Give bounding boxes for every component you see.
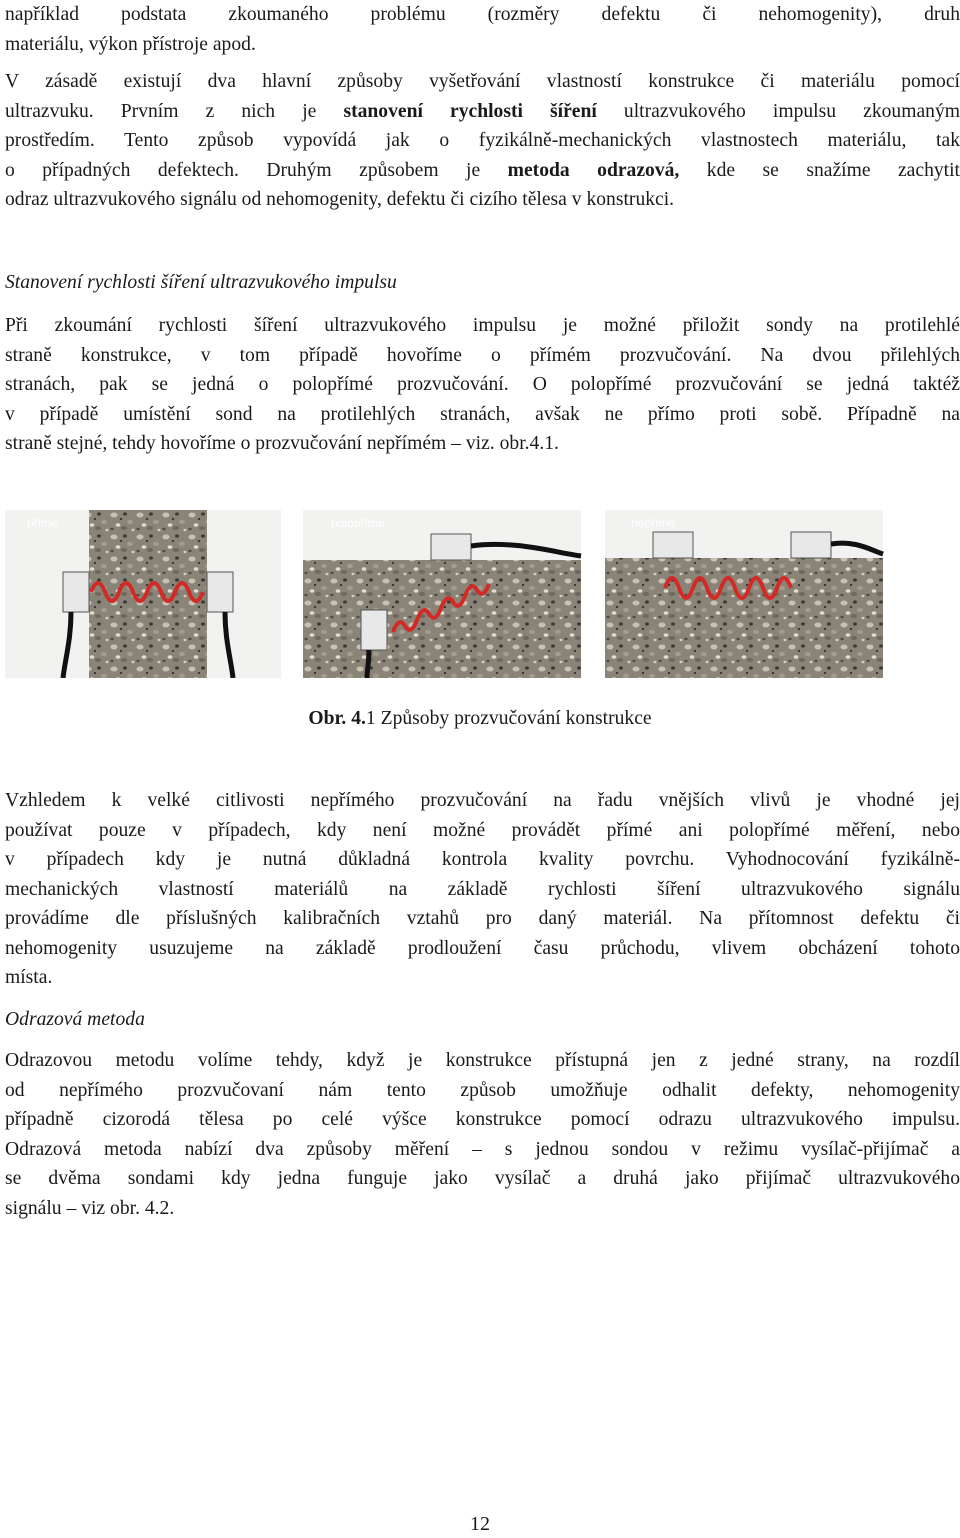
text-line xyxy=(5,1046,960,1076)
bold-term: metoda odrazová, xyxy=(507,159,680,181)
text-line xyxy=(5,1105,960,1135)
text-line xyxy=(5,786,960,816)
text-line xyxy=(5,816,960,846)
figure-caption-number: Obr. 4. xyxy=(308,708,366,729)
figure-photos xyxy=(5,510,895,678)
text-line xyxy=(5,311,960,341)
text-line xyxy=(5,963,960,993)
text-run: používat pouze v případech, kdy není možné provádět přímé ani polopřímé měření, nebo xyxy=(5,819,960,841)
text-line xyxy=(5,934,960,964)
text-run: provádíme dle příslušných kalibračních vztahů pro daný materiál. Na přítomnost defektu či xyxy=(5,908,960,929)
figure-probe-arrangements xyxy=(5,510,895,678)
text-run: případně cizorodá tělesa po celé výšce konstrukce pomocí odrazu ultrazvukového impulsu. xyxy=(5,1109,960,1130)
text-line xyxy=(5,400,960,430)
text-run: signálu – viz obr. 4.2. xyxy=(5,1197,175,1219)
text-line xyxy=(5,845,960,875)
text-run: prostředím. Tento způsob vypovídá jak o fyzikálně-mechanických vlastnostech materiálu, tak xyxy=(5,130,960,151)
text-run: kde se snažíme zachytit xyxy=(679,159,960,181)
text-line xyxy=(5,1194,960,1224)
text-run: odraz ultrazvukového signálu od nehomogenity, defektu či cizího tělesa v konstrukci. xyxy=(5,189,675,210)
figure-label-semi-direct: polopřímé xyxy=(331,516,385,530)
page-number: 12 xyxy=(470,1513,490,1535)
text-run: místa. xyxy=(5,967,53,988)
text-run: straně konstrukce, v tom případě hovoříme o přímém prozvučování. Na dvou přilehlých xyxy=(5,344,960,366)
text-line xyxy=(5,1164,960,1194)
figure-caption xyxy=(0,704,960,733)
text-run: ultrazvukového impulsu zkoumaným xyxy=(596,100,960,122)
figure-panel-direct xyxy=(5,510,281,678)
text-line xyxy=(5,1076,960,1106)
text-line xyxy=(5,904,960,934)
figure-panel-indirect xyxy=(605,510,883,678)
text-line xyxy=(5,429,960,459)
heading-reflection-method: Odrazová metoda xyxy=(5,1009,145,1030)
text-line xyxy=(5,126,960,156)
text-run: V zásadě existují dva hlavní způsoby vyšetřování vlastností konstrukce či materiálu pomocí xyxy=(5,71,960,92)
text-run: v případě umístění sond na protilehlých stranách, avšak ne přímo proti sobě. Případně na xyxy=(5,403,960,425)
text-run: se dvěma sondami kdy jedna funguje jako vysílač a druhá jako přijímač ultrazvukového xyxy=(5,1168,960,1189)
paragraph-reflection-method xyxy=(5,1046,960,1223)
text-line xyxy=(5,67,960,97)
text-line xyxy=(5,30,960,60)
text-run: ultrazvuku. Prvním z nich je xyxy=(5,100,344,122)
text-line xyxy=(5,370,960,400)
bold-term: stanovení rychlosti šíření xyxy=(343,100,597,122)
text-line xyxy=(5,185,960,215)
text-run: od nepřímého prozvučovaní nám tento způsob umožňuje odhalit defekty, nehomogenity xyxy=(5,1079,960,1101)
text-line xyxy=(5,97,960,127)
heading-velocity-method: Stanovení rychlosti šíření ultrazvukového impulsu xyxy=(5,272,397,293)
text-run: například podstata zkoumaného problému (rozměry defektu či nehomogenity), druh xyxy=(5,4,960,25)
text-run: Při zkoumání rychlosti šíření ultrazvukového impulsu je možné přiložit sondy na protilehlé xyxy=(5,315,960,336)
text-run: materiálu, výkon přístroje apod. xyxy=(5,33,256,55)
text-run: stranách, pak se jedná o polopřímé prozvučování. O polopřímé prozvučování se jedná taktéž xyxy=(5,374,960,395)
text-line xyxy=(5,875,960,905)
paragraph-intro-continuation xyxy=(5,0,960,59)
text-line xyxy=(5,0,960,30)
figure-panel-semi-direct xyxy=(303,510,581,678)
text-run: Odrazová metoda nabízí dva způsoby měření – s jednou sondou v režimu vysílač-přijímač a xyxy=(5,1138,960,1160)
figure-label-direct: přímé xyxy=(27,516,58,530)
text-line xyxy=(5,1135,960,1165)
text-run: mechanických vlastností materiálů na základě rychlosti šíření ultrazvukového signálu xyxy=(5,878,960,900)
paragraph-velocity-method xyxy=(5,311,960,459)
text-run: o případných defektech. Druhým způsobem je xyxy=(5,159,508,181)
paragraph-indirect-sensitivity xyxy=(5,786,960,993)
figure-caption-text: 1 Způsoby prozvučování konstrukce xyxy=(365,708,652,729)
text-run: Vzhledem k velké citlivosti nepřímého prozvučování na řadu vnějších vlivů je vhodné jej xyxy=(5,790,960,811)
text-run: nehomogenity usuzujeme na základě prodloužení času průchodu, vlivem obcházení tohoto xyxy=(5,937,960,959)
text-line xyxy=(5,156,960,186)
text-run: straně stejné, tehdy hovoříme o prozvučování nepřímém – viz. obr.4.1. xyxy=(5,433,559,454)
text-run: v případech kdy je nutná důkladná kontrola kvality povrchu. Vyhodnocování fyzikálně- xyxy=(5,849,960,870)
paragraph-methods-overview xyxy=(5,67,960,215)
text-run: Odrazovou metodu volíme tehdy, když je konstrukce přístupná jen z jedné strany, na rozdíl xyxy=(5,1050,960,1071)
text-line xyxy=(5,341,960,371)
figure-label-indirect: nepřímé xyxy=(631,516,676,530)
